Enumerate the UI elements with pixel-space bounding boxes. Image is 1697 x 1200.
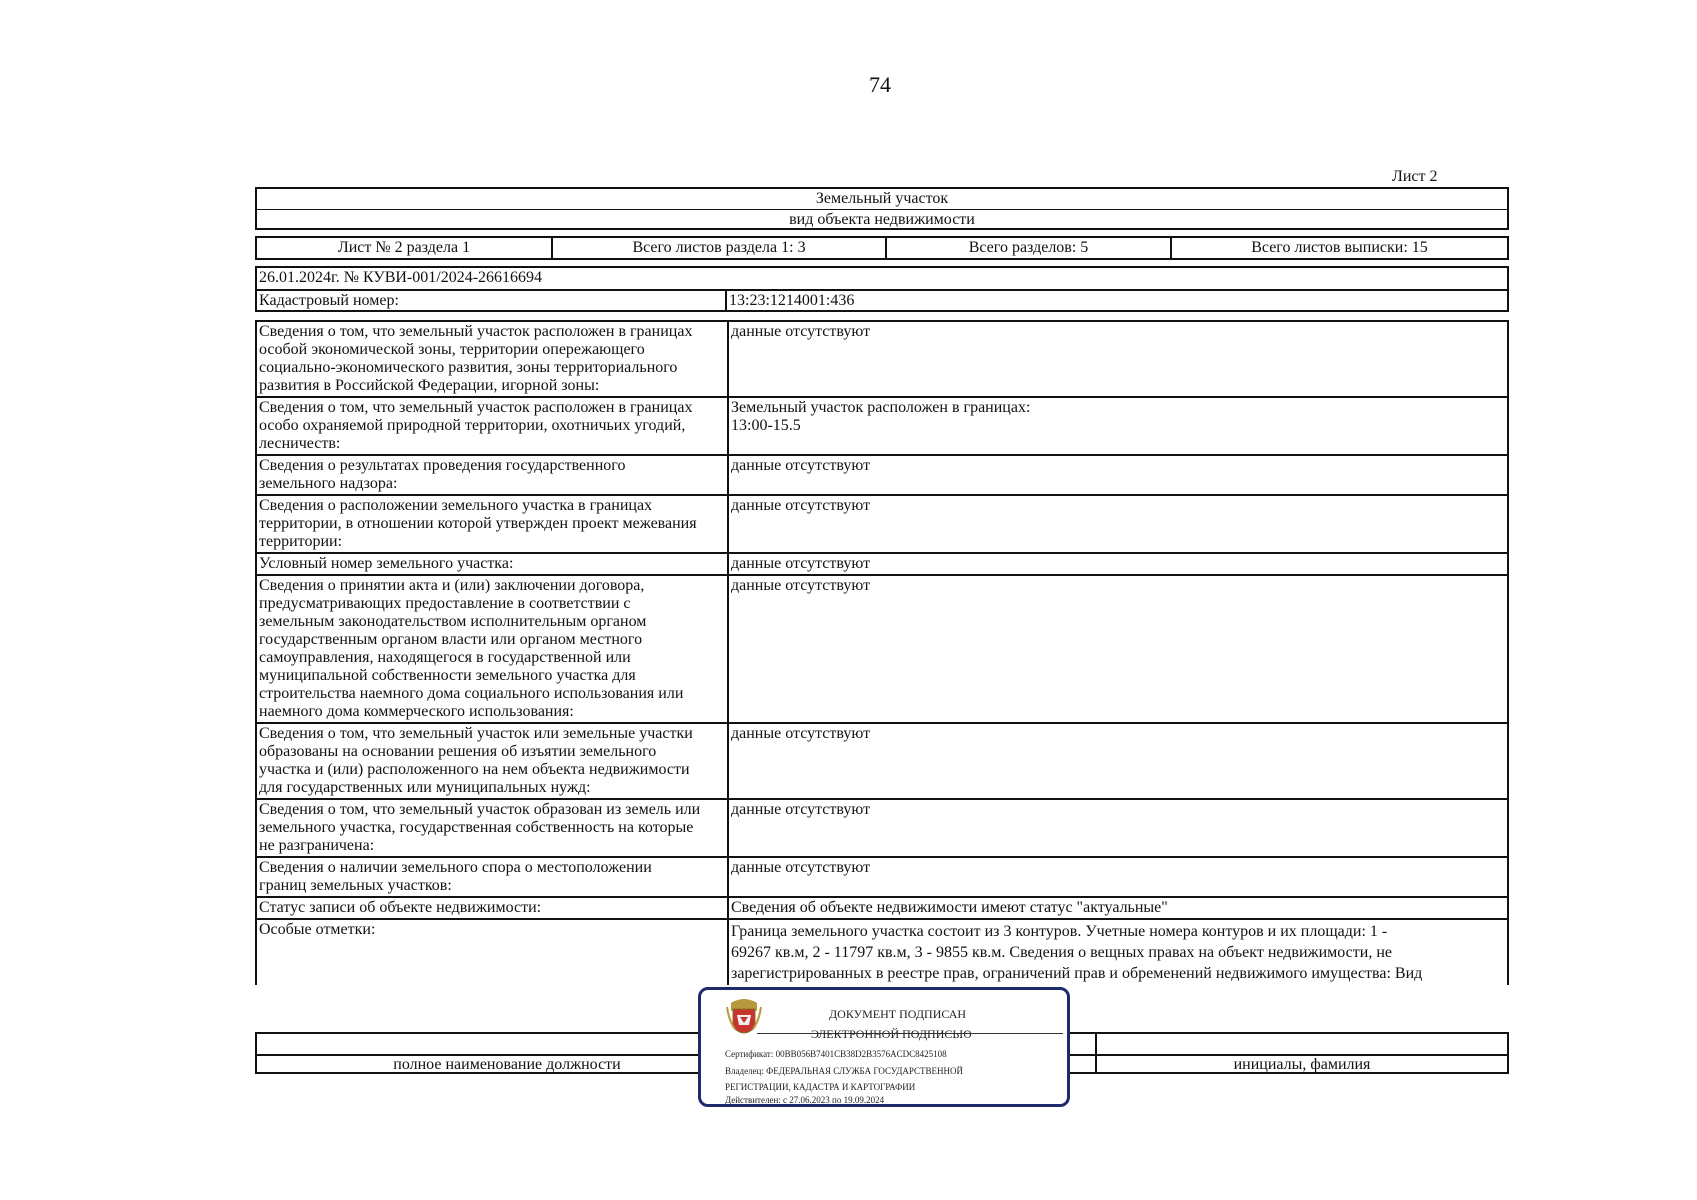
- row-value: Сведения об объекте недвижимости имеют статус "актуальные": [728, 897, 1508, 919]
- row-label: Сведения о принятии акта и (или) заключении договора, предусматривающих предоставление в соответствии с земельным законодательством исполнительным органом государственным органом власти или органом местного самоуправления, находящегося в государственной или муниципальной собственности земельного участка для строительства наемного дома социального использования или наемного дома коммерческого использования:: [256, 575, 728, 723]
- row-value: Земельный участок расположен в границах: 13:00-15.5: [728, 397, 1508, 455]
- total-sections: Всего разделов: 5: [887, 238, 1172, 258]
- row-value: данные отсутствуют: [728, 857, 1508, 897]
- table-row: [256, 919, 1508, 985]
- cadastral-row: [257, 291, 1507, 312]
- object-type-header: [255, 187, 1509, 230]
- row-value: данные отсутствуют: [728, 455, 1508, 495]
- name-label: инициалы, фамилия: [1233, 1056, 1371, 1073]
- row-value: данные отсутствуют: [728, 553, 1508, 575]
- row-label: Сведения о том, что земельный участок или земельные участки образованы на основании решения об изъятии земельного участка и (или) расположенного на нем объекта недвижимости для государственных или муниципальных нужд:: [256, 723, 728, 799]
- row-value: данные отсутствуют: [728, 723, 1508, 799]
- row-label: Сведения о том, что земельный участок образован из земель или земельного участка, государственная собственность на которые не разграничена:: [256, 799, 728, 857]
- row-label: Сведения о том, что земельный участок расположен в границах особой экономической зоны, территории опережающего социально-экономического развития, зоны территориального развития в Российской Федерации, игорной зоны:: [256, 321, 728, 397]
- stamp-owner-2: РЕГИСТРАЦИИ, КАДАСТРА И КАРТОГРАФИИ: [725, 1082, 916, 1092]
- total-section-sheets: Всего листов раздела 1: 3: [553, 238, 887, 258]
- extract-reference: [255, 266, 1509, 312]
- stamp-owner: Владелец: ФЕДЕРАЛЬНАЯ СЛУЖБА ГОСУДАРСТВЕННОЙ: [725, 1066, 964, 1076]
- total-extract-sheets: Всего листов выписки: 15: [1251, 239, 1428, 256]
- sheet-info-header: [255, 236, 1509, 260]
- cadastral-value: 13:23:1214001:436: [729, 292, 855, 309]
- table-row: [256, 321, 1508, 397]
- row-label: Сведения о том, что земельный участок расположен в границах особо охраняемой природной территории, охотничьих угодий, лесничеств:: [256, 397, 728, 455]
- table-row: [256, 897, 1508, 919]
- stamp-line1: ДОКУМЕНТ ПОДПИСАН: [829, 1007, 967, 1021]
- page-number: 74: [869, 72, 891, 97]
- sheet-label: Лист 2: [1392, 168, 1438, 185]
- table-row: [256, 455, 1508, 495]
- table-row: [256, 723, 1508, 799]
- row-value: данные отсутствуют: [728, 799, 1508, 857]
- extract-date-number: 26.01.2024г. № КУВИ-001/2024-26616694: [257, 268, 1507, 291]
- stamp-divider: [757, 1033, 1063, 1034]
- table-row: [256, 397, 1508, 455]
- row-value: данные отсутствуют: [728, 495, 1508, 553]
- table-row: [256, 799, 1508, 857]
- position-label: полное наименование должности: [393, 1056, 621, 1073]
- electronic-signature-stamp: [698, 987, 1070, 1107]
- row-value: Граница земельного участка состоит из 3 контуров. Учетные номера контуров и их площади: 1 - 69267 кв.м, 2 - 11797 кв.м, 3 - 9855 кв.м. Сведения о вещных правах на объект недвижимости, не зарегистрированных в реестре прав, ограничений прав и обременений недвижимого имущества: Вид: [728, 919, 1508, 985]
- row-value: данные отсутствуют: [728, 321, 1508, 397]
- cadastral-label: Кадастровый номер:: [257, 291, 727, 312]
- table-row: [256, 857, 1508, 897]
- sheet-section: Лист № 2 раздела 1: [257, 238, 553, 258]
- row-label: Сведения о расположении земельного участка в границах территории, в отношении которой утвержден проект межевания территории:: [256, 495, 728, 553]
- row-value: данные отсутствуют: [728, 575, 1508, 723]
- table-row: [256, 575, 1508, 723]
- land-plot-info-table: [255, 320, 1509, 985]
- stamp-certificate: Сертификат: 00BB056B7401CB38D2B3576ACDC8425108: [725, 1049, 947, 1059]
- stamp-line2: ЭЛЕКТРОННОЙ ПОДПИСЬЮ: [811, 1027, 972, 1041]
- row-label: Сведения о результатах проведения государственного земельного надзора:: [256, 455, 728, 495]
- row-label: Условный номер земельного участка:: [256, 553, 728, 575]
- table-row: [256, 553, 1508, 575]
- row-label: Особые отметки:: [256, 919, 728, 985]
- stamp-validity: Действителен: с 27.06.2023 по 19.09.2024: [725, 1095, 885, 1105]
- object-subtitle: вид объекта недвижимости: [789, 211, 975, 228]
- object-title: Земельный участок: [257, 189, 1507, 210]
- row-label: Сведения о наличии земельного спора о местоположении границ земельных участков:: [256, 857, 728, 897]
- table-row: [256, 495, 1508, 553]
- row-label: Статус записи об объекте недвижимости:: [256, 897, 728, 919]
